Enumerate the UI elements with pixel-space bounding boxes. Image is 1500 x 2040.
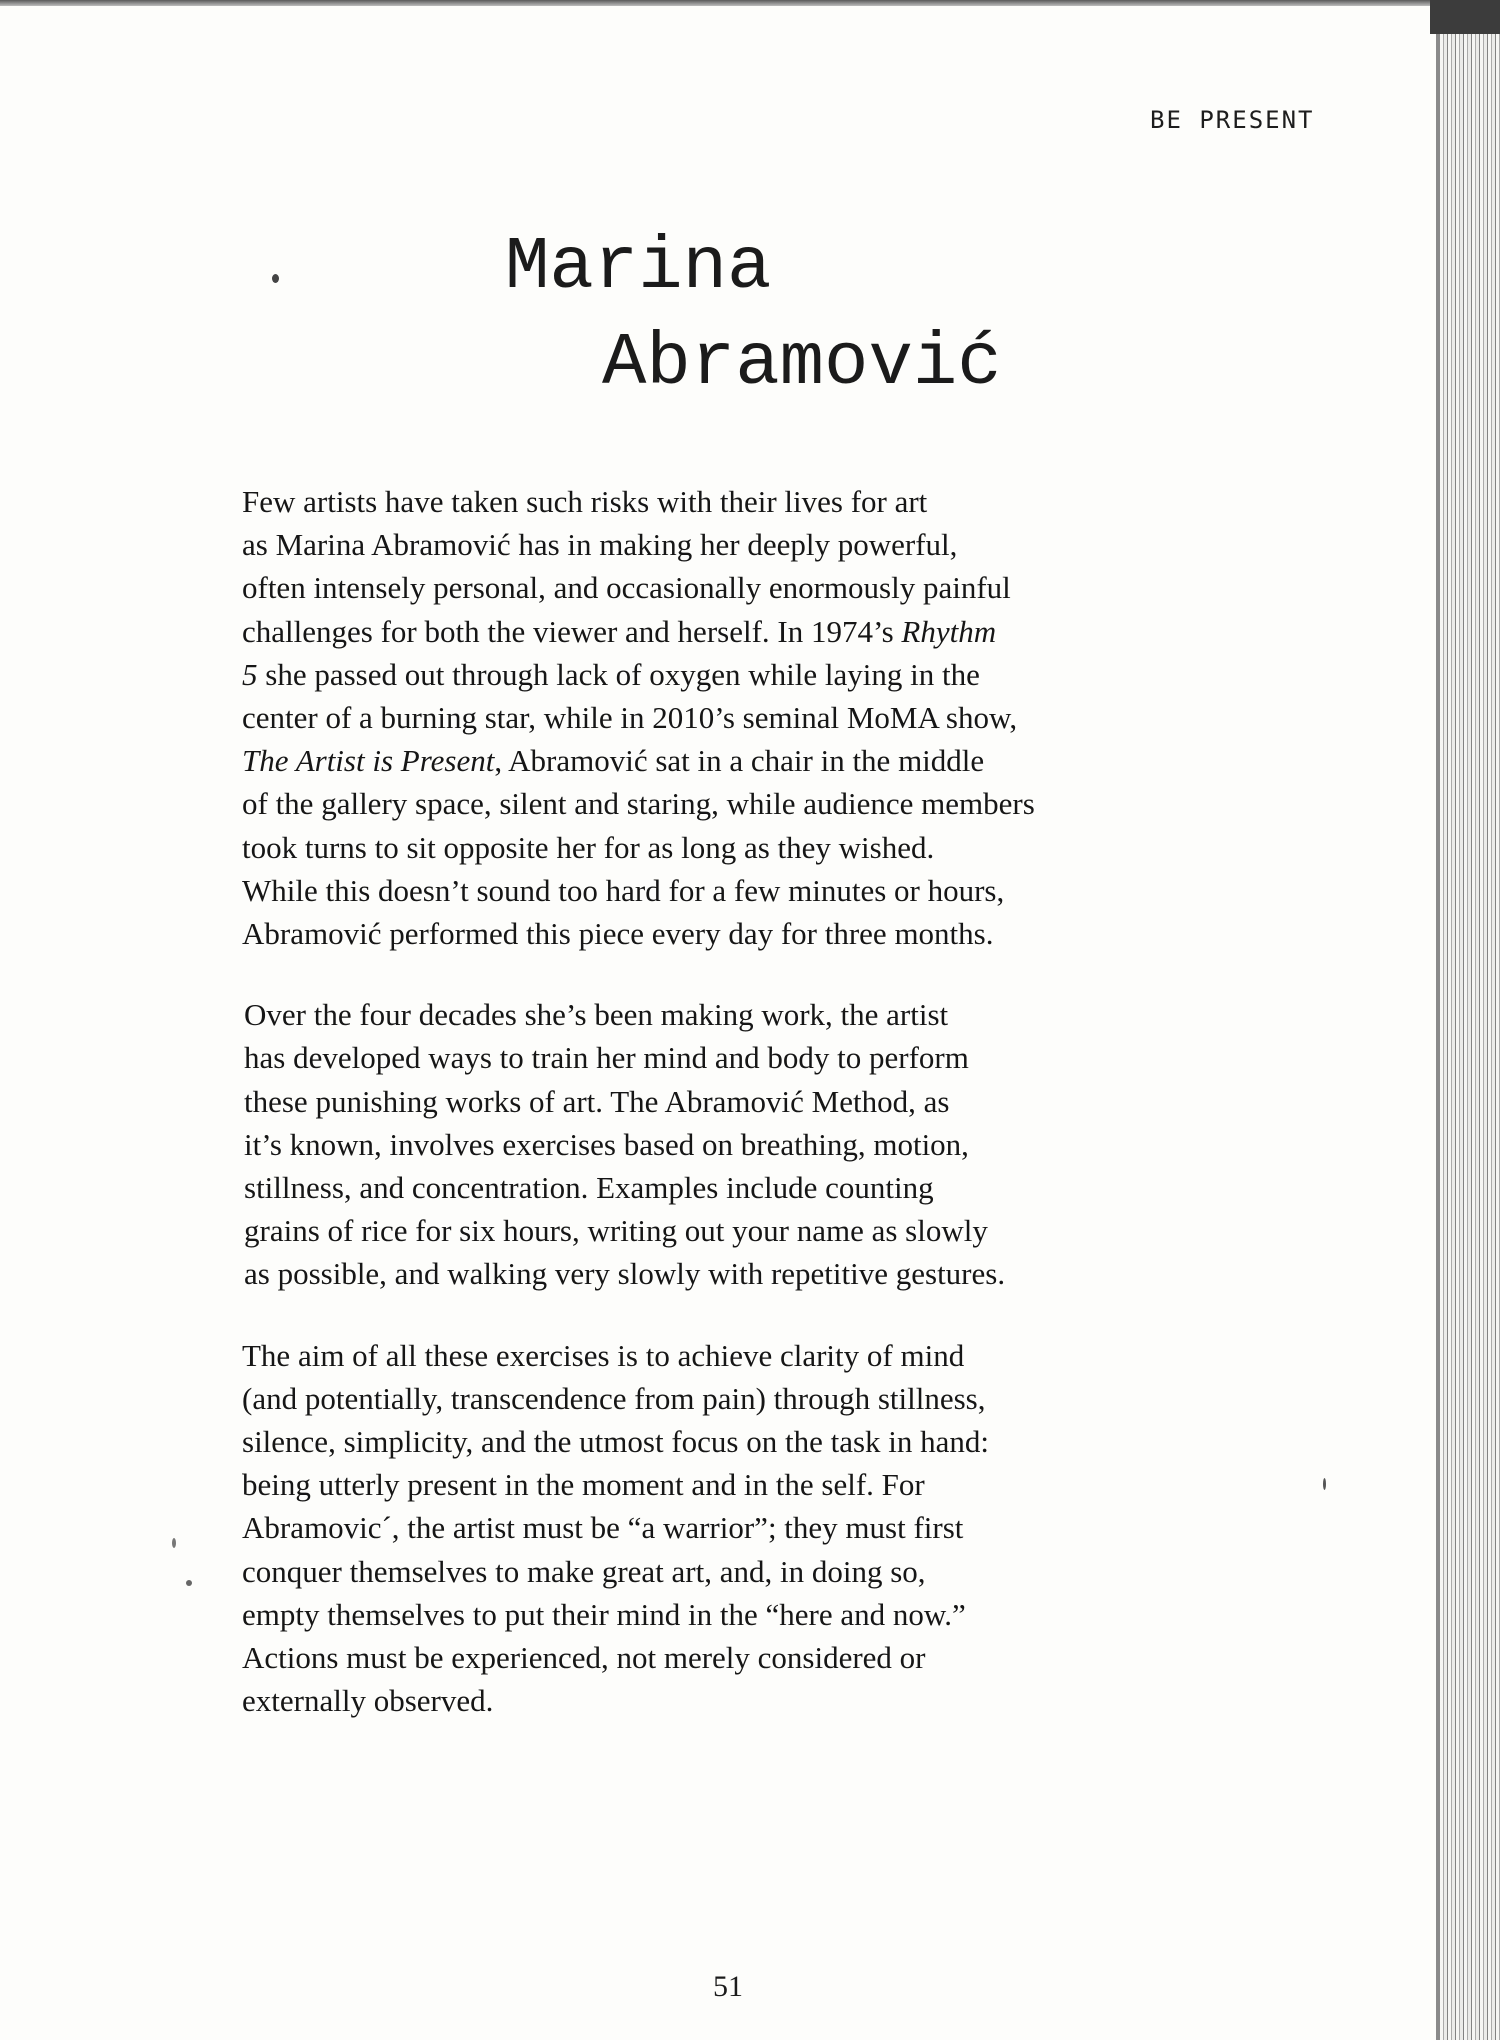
text-line — [242, 1679, 1242, 1722]
text-line — [242, 653, 1242, 696]
text-line — [242, 1463, 1242, 1506]
line-text: it’s known, involves exercises based on breathing, motion, — [244, 1126, 969, 1162]
line-text: Abramovic´, the artist must be “a warrior”; they must first — [242, 1510, 964, 1546]
line-text: of the gallery space, silent and staring, while audience members — [242, 786, 1035, 822]
text-line — [242, 912, 1242, 955]
line-text: challenges for both the viewer and herself. In 1974’s — [242, 613, 902, 649]
running-head: BE PRESENT — [1150, 106, 1315, 134]
line-text: these punishing works of art. The Abramović Method, as — [244, 1083, 950, 1119]
text-line — [242, 869, 1242, 912]
scan-speck — [172, 1538, 176, 1548]
text-line — [242, 566, 1242, 609]
paragraph-1 — [242, 480, 1242, 955]
line-text: has developed ways to train her mind and body to perform — [244, 1040, 969, 1076]
line-text: silence, simplicity, and the utmost focus on the task in hand: — [242, 1424, 990, 1460]
line-text: grains of rice for six hours, writing out your name as slowly — [244, 1213, 988, 1249]
line-text: Abramović performed this piece every day for three months. — [242, 916, 994, 952]
italic-title: Rhythm — [901, 613, 997, 649]
text-line — [242, 1334, 1242, 1377]
scan-speck — [1323, 1478, 1326, 1490]
page-number: 51 — [713, 1970, 743, 2003]
paragraph-2 — [242, 993, 1242, 1295]
line-text: (and potentially, transcendence from pain) through stillness, — [242, 1380, 986, 1416]
line-text: conquer themselves to make great art, and, in doing so, — [242, 1553, 926, 1589]
line-text: took turns to sit opposite her for as long as they wished. — [242, 829, 935, 865]
line-text: center of a burning star, while in 2010’s seminal MoMA show, — [242, 700, 1018, 736]
text-line — [242, 1420, 1242, 1463]
line-text: , Abramović sat in a chair in the middle — [494, 743, 985, 779]
page-title — [505, 220, 1002, 412]
text-line — [244, 1036, 1242, 1079]
text-line — [242, 1377, 1242, 1420]
scan-top-edge — [0, 0, 1500, 6]
scan-speck — [272, 274, 279, 283]
text-line — [242, 523, 1242, 566]
text-line — [242, 1506, 1242, 1549]
text-line — [242, 1636, 1242, 1679]
line-text: as possible, and walking very slowly with repetitive gestures. — [244, 1256, 1006, 1292]
text-line — [244, 1166, 1242, 1209]
line-text: externally observed. — [242, 1683, 494, 1719]
text-line — [244, 1209, 1242, 1252]
line-text: stillness, and concentration. Examples include counting — [244, 1170, 934, 1206]
text-line — [244, 1080, 1242, 1123]
line-text: Actions must be experienced, not merely considered or — [242, 1640, 926, 1676]
text-line — [242, 696, 1242, 739]
text-line — [244, 993, 1242, 1036]
text-line — [242, 1593, 1242, 1636]
scan-speck — [186, 1580, 192, 1586]
text-line — [242, 739, 1242, 782]
text-line — [242, 1550, 1242, 1593]
line-text: being utterly present in the moment and in the self. For — [242, 1467, 925, 1503]
line-text: she passed out through lack of oxygen while laying in the — [257, 656, 980, 692]
text-line — [242, 610, 1242, 653]
italic-title: The Artist is Present — [242, 743, 495, 779]
text-line — [242, 480, 1242, 523]
text-line — [244, 1252, 1242, 1295]
line-text: as Marina Abramović has in making her deeply powerful, — [242, 527, 958, 563]
corner-shadow — [1430, 0, 1500, 34]
paragraph-3 — [242, 1334, 1242, 1723]
line-text: Few artists have taken such risks with their lives for art — [242, 484, 928, 519]
text-line — [242, 782, 1242, 825]
line-text: The aim of all these exercises is to achieve clarity of mind — [242, 1337, 965, 1373]
title-line-2: Abramović — [602, 322, 1002, 406]
text-line — [242, 826, 1242, 869]
page-stack — [1440, 0, 1500, 2040]
italic-title: 5 — [242, 656, 258, 692]
line-text: While this doesn’t sound too hard for a few minutes or hours, — [242, 872, 1005, 908]
line-text: Over the four decades she’s been making work, the artist — [244, 997, 949, 1033]
line-text: empty themselves to put their mind in the “here and now.” — [242, 1596, 966, 1632]
text-line — [244, 1123, 1242, 1166]
body-text — [242, 480, 1242, 1760]
line-text: often intensely personal, and occasionally enormously painful — [242, 570, 1011, 606]
title-line-1: Marina — [505, 226, 772, 310]
